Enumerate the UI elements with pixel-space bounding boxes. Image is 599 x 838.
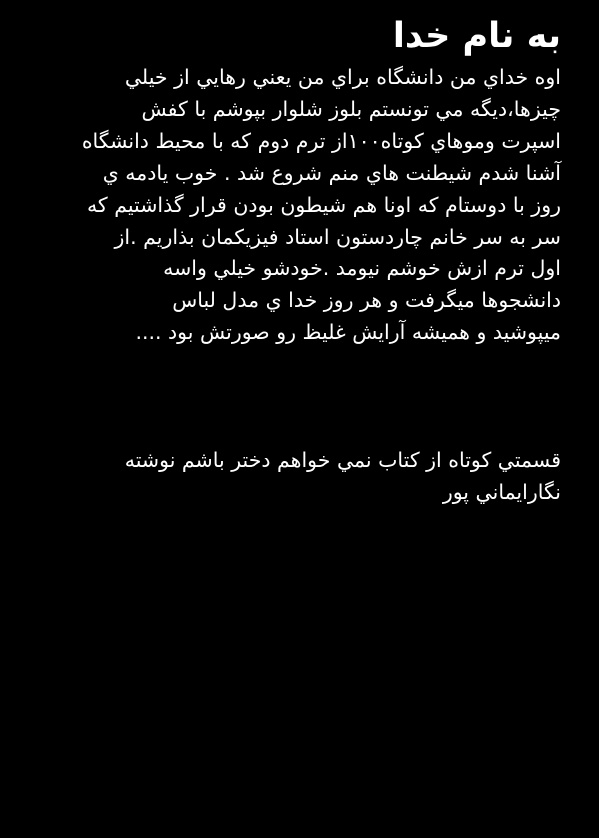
- body-line: اسپرت وموهاي كوتاه۱۰۰از ترم دوم كه با محيط دانشگاه: [81, 128, 561, 153]
- footer-line-book-credit: قسمتي كوتاه از كتاب نمي خواهم دختر باشم نوشته: [124, 448, 561, 473]
- body-line: روز با دوستام كه اونا هم شيطون بودن قرار گذاشتيم كه: [86, 192, 561, 217]
- body-line: اول ترم ازش خوشم نيومد .خودشو خيلي واسه: [163, 256, 561, 281]
- body-line: چيزها،ديگه مي تونستم بلوز شلوار بپوشم با كفش: [141, 96, 561, 121]
- body-line: سر به سر خانم چاردستون استاد فيزيكمان بذاريم .از: [114, 224, 561, 249]
- body-line: آشنا شدم شيطنت هاي منم شروع شد . خوب يادمه ي: [102, 160, 561, 185]
- note-title: به نام خدا: [392, 16, 561, 56]
- note-footer: [12, 444, 561, 508]
- body-line: ميپوشيد و هميشه آرايش غليظ رو صورتش بود ....: [135, 320, 561, 345]
- body-line: دانشجوها ميگرفت و هر روز خدا ي مدل لباس: [172, 288, 561, 313]
- blank-space: [12, 349, 561, 444]
- footer-line-author: نگارايماني پور: [442, 480, 561, 505]
- body-line: اوه خداي من دانشگاه براي من يعني رهايي از خيلي: [124, 65, 561, 89]
- note-content: [12, 10, 561, 508]
- note-body: [12, 62, 561, 349]
